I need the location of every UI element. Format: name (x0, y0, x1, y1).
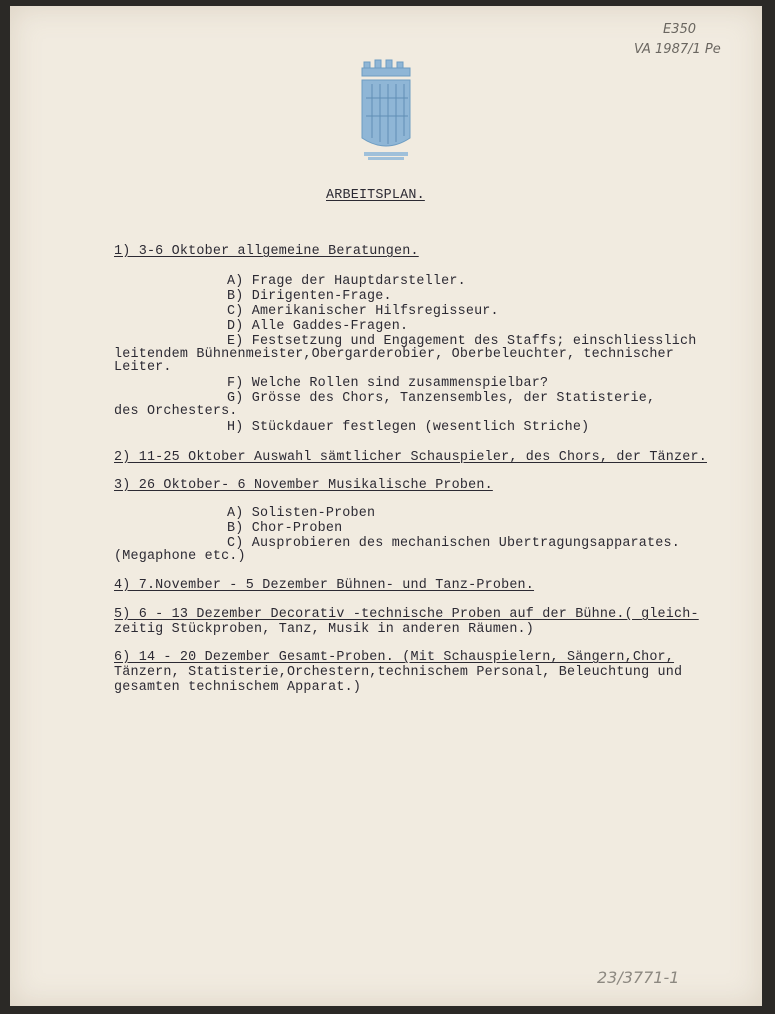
list-item-continuation: Leiter. (114, 360, 172, 375)
section-continuation: zeitig Stückproben, Tanz, Musik in anderen Räumen.) (114, 622, 535, 637)
page-title: ARBEITSPLAN. (326, 188, 425, 203)
list-item-continuation: des Orchesters. (114, 404, 238, 419)
section-continuation: gesamten technischem Apparat.) (114, 680, 362, 695)
list-item: B) Chor-Proben (227, 521, 343, 536)
section-heading: 5) 6 - 13 Dezember Decorativ -technische Proben auf der Bühne.( gleich- (114, 607, 699, 622)
archive-annotation: VA 1987/1 Pe (634, 42, 721, 57)
document-page (10, 6, 762, 1006)
list-item: G) Grösse des Chors, Tanzensembles, der Statisterie, (227, 391, 656, 406)
list-item: A) Solisten-Proben (227, 506, 376, 521)
list-item-continuation: leitendem Bühnenmeister,Obergarderobier, Oberbeleuchter, technischer (114, 347, 675, 362)
list-item-continuation: (Megaphone etc.) (114, 549, 246, 564)
list-item: B) Dirigenten-Frage. (227, 289, 392, 304)
archive-number: 23/3771-1 (597, 968, 680, 987)
list-item: C) Amerikanischer Hilfsregisseur. (227, 304, 499, 319)
list-item: E) Festsetzung und Engagement des Staffs; einschliesslich (227, 334, 697, 349)
coat-of-arms-logo (358, 58, 414, 162)
section-heading: 1) 3-6 Oktober allgemeine Beratungen. (114, 244, 419, 259)
list-item: A) Frage der Hauptdarsteller. (227, 274, 466, 289)
section-heading: 2) 11-25 Oktober Auswahl sämtlicher Schauspieler, des Chors, der Tänzer. (114, 450, 707, 465)
section-heading: 4) 7.November - 5 Dezember Bühnen- und Tanz-Proben. (114, 578, 535, 593)
list-item: D) Alle Gaddes-Fragen. (227, 319, 409, 334)
list-item: C) Ausprobieren des mechanischen Ubertragungsapparates. (227, 536, 680, 551)
section-heading: 6) 14 - 20 Dezember Gesamt-Proben. (Mit Schauspielern, Sängern,Chor, (114, 650, 675, 665)
section-heading: 3) 26 Oktober- 6 November Musikalische Proben. (114, 478, 493, 493)
archive-annotation: E350 (663, 22, 697, 37)
list-item: H) Stückdauer festlegen (wesentlich Striche) (227, 420, 590, 435)
list-item: F) Welche Rollen sind zusammenspielbar? (227, 376, 549, 391)
section-continuation: Tänzern, Statisterie,Orchestern,technischem Personal, Beleuchtung und (114, 665, 683, 680)
